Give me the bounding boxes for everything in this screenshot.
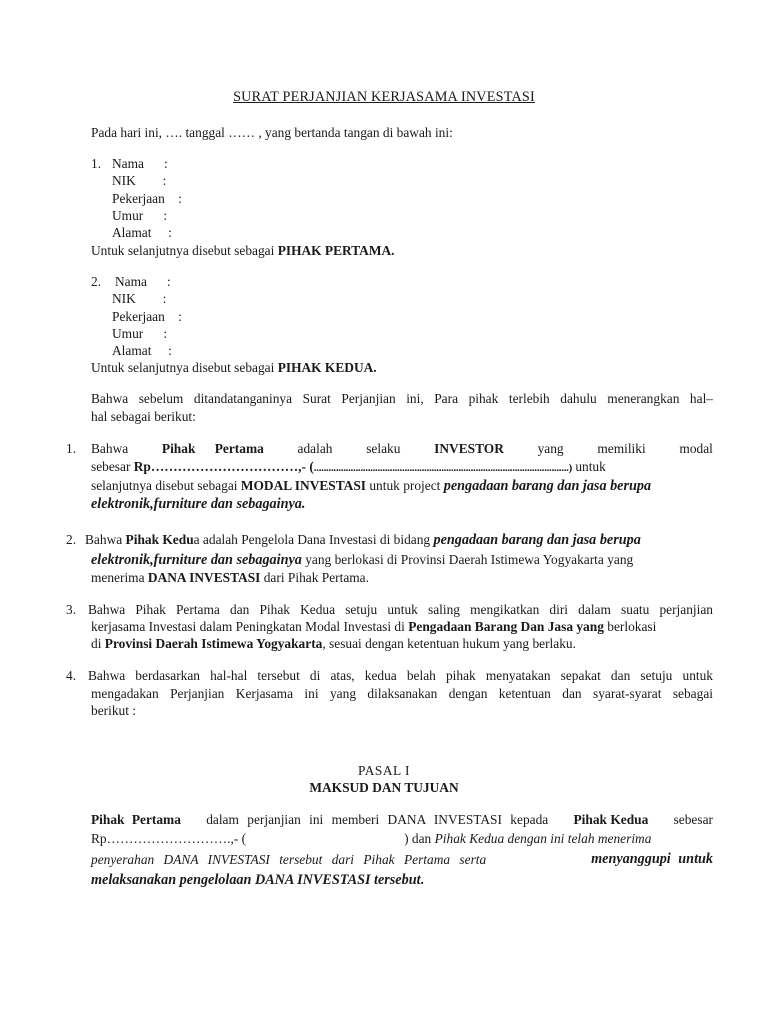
party-one-job-field: Pekerjaan : <box>112 191 182 206</box>
clause-text: selanjutnya disebut sebagai <box>91 478 241 493</box>
clause-1-line-3 <box>91 477 651 496</box>
pasal-text: . <box>420 872 424 887</box>
clause-2-line-3 <box>91 569 369 587</box>
clause-text: sebesar <box>91 459 134 474</box>
clause-amount: Rp……………………………,- ( <box>133 459 314 474</box>
clause-text: dari Pihak Pertama. <box>260 570 369 585</box>
pasal-bold-italic: menyanggupi untuk <box>591 851 713 867</box>
clause-bold: Pengadaan Barang Dan Jasa yang <box>408 619 604 634</box>
clause-1-line-1 <box>91 440 713 458</box>
clause-3-line-2 <box>91 618 656 636</box>
clause-4-line-2: mengadakan Perjanjian Kerjasama ini yang dilaksanakan dengan ketentuan dan syarat-syarat sebagai <box>91 686 713 701</box>
clause-text: di <box>91 636 105 651</box>
party-one-address-field: Alamat : <box>112 225 172 240</box>
clause-1-word: INVESTOR <box>434 441 504 456</box>
clause-1-line-2 <box>91 458 606 478</box>
clause-1-word: memiliki <box>597 441 646 456</box>
clause-text: kerjasama Investasi dalam Peningkatan Modal Investasi di <box>91 619 409 634</box>
clause-bold-italic: elektronik,furniture dan sebagainya <box>91 552 302 568</box>
intro-line: Pada hari ini, …. tanggal …… , yang bertanda tangan di bawah ini: <box>91 125 453 140</box>
clause-bold: Provinsi Daerah Istimewa Yogyakarta <box>104 636 323 651</box>
clause-3-number: 3. <box>66 602 77 617</box>
party-one-nik-field: NIK : <box>112 173 167 188</box>
clause-text: menerima <box>91 570 148 585</box>
pasal-1-line-3 <box>91 851 713 869</box>
clause-1-number: 1. <box>66 441 77 456</box>
party-two-age-field: Umur : <box>112 326 168 341</box>
designation-bold: PIHAK PERTAMA. <box>277 243 395 258</box>
pasal-text: sebesar <box>673 812 713 827</box>
clause-text: a adalah Pengelola Dana Investasi di bidang <box>193 532 434 547</box>
clause-2-line-1 <box>85 531 641 550</box>
pasal-bold: Pihak Pertama <box>91 812 181 827</box>
preamble-line-1: Bahwa sebelum ditandatanganinya Surat Perjanjian ini, Para pihak terlebih dahulu menerangkan hal– <box>91 391 713 406</box>
designation-bold: PIHAK KEDUA. <box>277 360 377 375</box>
designation-text: Untuk selanjutnya disebut sebagai <box>91 360 278 375</box>
pasal-subheading: MAKSUD DAN TUJUAN <box>309 780 459 795</box>
clause-2-number: 2. <box>66 532 77 547</box>
clause-1-word: adalah <box>297 441 333 456</box>
pasal-1-line-4 <box>91 871 424 890</box>
clause-text: Bahwa <box>85 532 126 547</box>
clause-1-word: Bahwa <box>91 441 129 456</box>
party-two-address-field: Alamat : <box>112 343 172 358</box>
clause-text: berlokasi <box>603 619 657 634</box>
pasal-text: dalam perjanjian ini memberi DANA INVESTASI kepada <box>206 812 549 827</box>
clause-bold-italic: pengadaan barang dan jasa berupa <box>433 532 641 548</box>
clause-amount-words: ........................................................................................................) <box>313 462 572 474</box>
clause-bold-italic: pengadaan barang dan jasa berupa <box>443 478 652 494</box>
pasal-heading: PASAL I <box>358 763 410 778</box>
clause-4-number: 4. <box>66 668 77 683</box>
clause-bold: Pihak Kedu <box>125 532 194 547</box>
party-two-name-field: Nama : <box>115 274 171 289</box>
clause-4-line-1: Bahwa berdasarkan hal-hal tersebut di atas, kedua belah pihak menyatakan sepakat dan setuju untuk <box>88 668 713 683</box>
pasal-bold-italic: melaksanakan pengelolaan DANA INVESTASI tersebut <box>91 872 421 888</box>
party-two-number: 2. <box>91 274 102 289</box>
party-two-designation <box>91 359 377 377</box>
pasal-1-line-1 <box>91 811 713 829</box>
designation-text: Untuk selanjutnya disebut sebagai <box>91 243 278 258</box>
party-two-nik-field: NIK : <box>112 291 167 306</box>
clause-1-word: selaku <box>366 441 401 456</box>
clause-text: untuk <box>571 459 606 474</box>
clause-bold: MODAL INVESTASI <box>240 478 367 493</box>
clause-1-word: modal <box>679 441 713 456</box>
party-one-number: 1. <box>91 156 102 171</box>
pasal-bold: Pihak Kedua <box>573 812 649 827</box>
party-one-age-field: Umur : <box>112 208 168 223</box>
clause-2-line-2 <box>91 551 633 570</box>
clause-text: untuk project <box>366 478 444 493</box>
clause-bold: DANA INVESTASI <box>147 570 261 585</box>
preamble-line-2: hal sebagai berikut: <box>91 409 196 424</box>
pasal-text: ) dan <box>404 831 435 846</box>
clause-text: yang berlokasi di Provinsi Daerah Istimewa Yogyakarta yang <box>301 552 634 567</box>
clause-text: , sesuai dengan ketentuan hukum yang berlaku. <box>322 636 576 651</box>
clause-1-line-4: elektronik,furniture dan sebagainya. <box>91 496 306 512</box>
pasal-text: Rp……………………….,- ( <box>91 831 247 846</box>
clause-1-word: Pihak Pertama <box>161 441 264 456</box>
clause-3-line-1: Bahwa Pihak Pertama dan Pihak Kedua setuju untuk saling mengikatkan diri dalam suatu perjanjian <box>88 602 713 617</box>
party-two-job-field: Pekerjaan : <box>112 309 182 324</box>
pasal-italic: penyerahan DANA INVESTASI tersebut dari Pihak Pertama serta <box>91 852 487 867</box>
clause-4-line-3: berikut : <box>91 703 136 718</box>
party-one-designation <box>91 242 395 260</box>
pasal-1-line-2 <box>91 830 651 848</box>
clause-1-word: yang <box>537 441 564 456</box>
document-title: SURAT PERJANJIAN KERJASAMA INVESTASI <box>233 89 535 105</box>
party-one-name-field: Nama : <box>112 156 168 171</box>
pasal-italic: Pihak Kedua dengan ini telah menerima <box>434 831 652 846</box>
clause-3-line-3 <box>91 635 576 653</box>
